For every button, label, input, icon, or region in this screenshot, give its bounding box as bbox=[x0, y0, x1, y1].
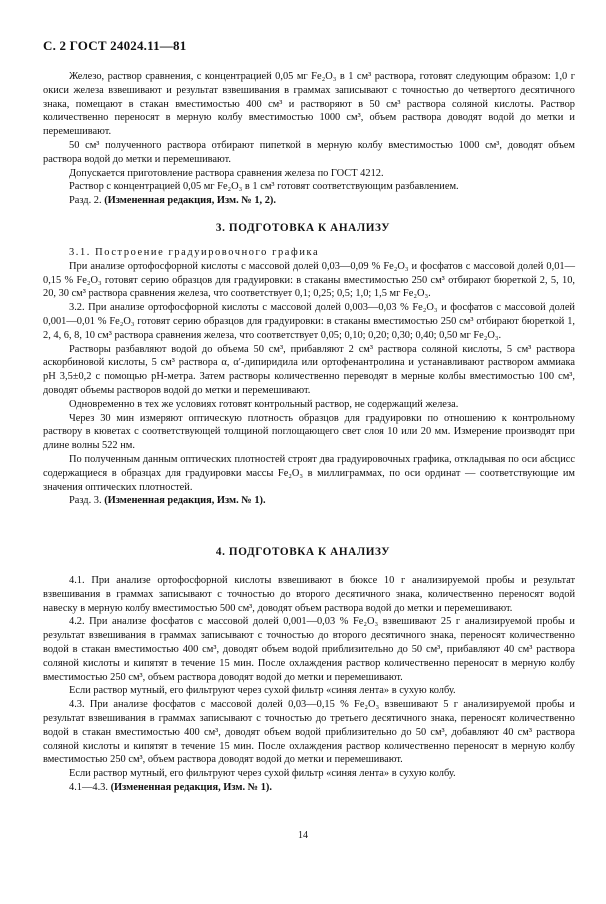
paragraph: 50 см³ полученного раствора отбирают пипеткой в мерную колбу вместимостью 1000 см³, доводят объем раствора водой до метки и перемешивают. bbox=[43, 139, 575, 165]
edition-note-prefix: 4.1—4.3. bbox=[69, 781, 111, 793]
paragraph: При анализе ортофосфорной кислоты с массовой долей 0,03—0,09 % Fe₂O₃ и фосфатов с массовой долей 0,01—0,15 % Fe₂O₃ готовят серию образцов для градуировки: в стаканы вместимостью 250 см³ отбирают бюреткой 2, 5, 10, 20, 30 см³ раствора сравнения железа, что соответствует 0,1; 0,25; 0,5; 1,0; 1,5 мг Fe₂O₃. bbox=[43, 260, 575, 300]
paragraph: Раствор с концентрацией 0,05 мг Fe₂O₃ в 1 см³ готовят соответствующим разбавлением. bbox=[69, 181, 459, 193]
section-4-title: 4. ПОДГОТОВКА К АНАЛИЗУ bbox=[215, 546, 391, 558]
edition-note-prefix: Разд. 2. bbox=[69, 195, 105, 207]
paragraph: Через 30 мин измеряют оптическую плотность образцов для градуировки по отношению к контрольному раствору в кюветах с соответствующей толщиной поглощающего свет слоя 10 или 20 мм. Измерение производят при длине волны 522 нм. bbox=[43, 412, 575, 452]
paragraph: Допускается приготовление раствора сравнения железа по ГОСТ 4212. bbox=[69, 167, 384, 179]
section-3-body bbox=[43, 246, 575, 508]
paragraph: 4.2. При анализе фосфатов с массовой долей 0,001—0,03 % Fe₂O₃ взвешивают 25 г анализируемой пробы и результат взвешивания в граммах записывают с точностью до второго десятичного знака, переносят количественно водой в стакан вместимостью 400 см³, доводят объем водой приблизительно до 50 см³, прибавляют 40 см³ раствора соляной кислоты и кипятят в течение 15 мин. После охлаждения раствор количественно переносят в мерную колбу вместимостью 250 см³, объем раствора доводят водой до метки и перемешивают. bbox=[43, 616, 575, 683]
paragraph: Одновременно в тех же условиях готовят контрольный раствор, не содержащий железа. bbox=[69, 398, 459, 410]
page-number: 14 bbox=[298, 830, 308, 841]
edition-note bbox=[43, 781, 575, 795]
section-3-title: 3. ПОДГОТОВКА К АНАЛИЗУ bbox=[215, 222, 391, 234]
paragraph: Если раствор мутный, его фильтруют через сухой фильтр «синяя лента» в сухую колбу. bbox=[69, 685, 456, 697]
paragraph: По полученным данным оптических плотностей строят два градуировочных графика, откладывая по оси абсцисс содержащиеся в образцах для градуировки массы Fe₂O₃ в миллиграммах, по оси ординат — соответствующие им значения оптических плотностей. bbox=[43, 453, 575, 493]
subsection-title: 3.1. Построение градуировочного графика bbox=[69, 247, 320, 258]
reference-solution-block bbox=[43, 70, 575, 208]
edition-note-bold: (Измененная редакция, Изм. № 1). bbox=[104, 495, 266, 507]
paragraph: 4.1. При анализе ортофосфорной кислоты взвешивают в бюксе 10 г анализируемой пробы и результат взвешивания в граммах записывают с точностью до второго десятичного знака, количественно переносят водой навеску в мерную колбу вместимостью 500 см³, доводят объем раствора водой до метки и перемешивают. bbox=[43, 575, 575, 614]
edition-note bbox=[43, 494, 575, 508]
edition-note bbox=[43, 194, 575, 208]
edition-note-bold: (Измененная редакция, Изм. № 1). bbox=[110, 781, 272, 793]
paragraph: Растворы разбавляют водой до объема 50 см³, прибавляют 2 см³ раствора соляной кислоты, 5 см³ раствора аскорбиновой кислоты, 5 см³ раствора α, α′-дипиридила или ортофенантролина и устанавливают раствором аммиака рН 3,5±0,2 с помощью рН-метра. Затем растворы количественно переводят в мерные колбы вместимостью 100 см³, доводят объемы растворов водой до метки и перемешивают. bbox=[43, 343, 575, 396]
edition-note-bold: (Измененная редакция, Изм. № 1, 2). bbox=[104, 195, 276, 207]
paragraph: 3.2. При анализе ортофосфорной кислоты с массовой долей 0,003—0,03 % Fe₂O₃ и фосфатов с массовой долей 0,001—0,01 % Fe₂O₃ готовят серию образцов для градуировки: в стаканы вместимостью 250 см³ отбирают бюреткой 1, 2, 4, 6, 8, 10 см³ раствора сравнения железа, что соответствует 0,05; 0,10; 0,20; 0,30; 0,40; 0,50 мг Fe₂O₃. bbox=[43, 302, 575, 341]
paragraph: Железо, раствор сравнения, с концентрацией 0,05 мг Fe₂O₃ в 1 см³ раствора, готовят следующим образом: 1,0 г окиси железа взвешивают и результат взвешивания в граммах записывают с точностью до четвертого десятичного знака, помещают в стакан вместимостью 400 см³ и растворяют в 50 см³ раствора соляной кислоты. Раствор количественно переносят в мерную колбу вместимостью 1000 см³, объем раствора доводят водой до метки и перемешивают. bbox=[43, 71, 575, 138]
paragraph: Если раствор мутный, его фильтруют через сухой фильтр «синяя лента» в сухую колбу. bbox=[69, 768, 456, 780]
paragraph: 4.3. При анализе фосфатов с массовой долей 0,03—0,15 % Fe₂O₃ взвешивают 5 г анализируемой пробы и результат взвешивания в граммах записывают с точностью до третьего десятичного знака, переносят количественно водой в стакан вместимостью 400 см³, доводят объем водой приблизительно до 50 см³, добавляют 40 см³ раствора соляной кислоты и кипятят в течение 15 мин. После охлаждения раствор количественно переносят в мерную колбу вместимостью 250 см³, объем раствора доводят водой до метки и перемешивают. bbox=[43, 699, 575, 766]
edition-note-prefix: Разд. 3. bbox=[69, 495, 105, 507]
page-header: С. 2 ГОСТ 24024.11—81 bbox=[43, 38, 187, 53]
section-4-body bbox=[43, 574, 575, 795]
